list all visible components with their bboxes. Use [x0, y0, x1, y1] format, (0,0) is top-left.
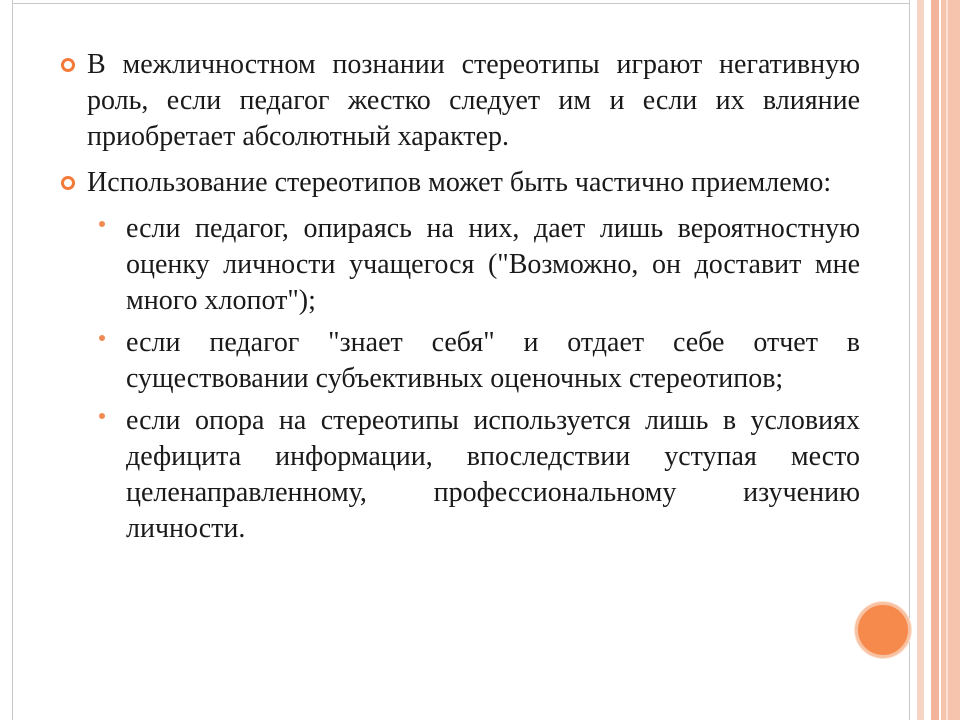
bullet-item-2-text: Использование стереотипов может быть частично приемлемо: — [87, 167, 832, 198]
ring-bullet-icon — [61, 176, 75, 190]
ring-bullet-icon — [61, 58, 75, 72]
bullet-item-2 — [60, 165, 860, 201]
slide-body — [60, 47, 860, 553]
decor-circle-icon — [855, 602, 911, 658]
slide-frame-top-line — [12, 3, 910, 4]
dot-bullet-icon — [99, 221, 105, 227]
decor-stripe-2 — [931, 0, 939, 720]
bullet-item-1 — [60, 47, 860, 155]
decor-stripe-1 — [917, 0, 924, 720]
sub-bullet-item-2-text: если педагог "знает себя" и отдает себе отчет в существовании субъективных оценочных стереотипов; — [126, 327, 860, 394]
sub-bullet-item-1-text: если педагог, опираясь на них, дает лишь вероятностную оценку личности учащегося ("Возможно, он доставит мне много хлопот"); — [126, 213, 860, 316]
dot-bullet-icon — [99, 413, 105, 419]
sub-bullet-item-1 — [98, 211, 860, 319]
sub-bullet-item-3 — [98, 403, 860, 547]
dot-bullet-icon — [99, 335, 105, 341]
bullet-item-1-text: В межличностном познании стереотипы играют негативную роль, если педагог жестко следует им и если их влияние приобретает абсолютный характер. — [87, 49, 860, 152]
sub-bullet-item-2 — [98, 325, 860, 397]
decor-stripe-3 — [941, 0, 960, 720]
sub-bullet-item-3-text: если опора на стереотипы используется лишь в условиях дефицита информации, впоследствии уступая место целенаправленному, профессиональному изучению личности. — [126, 405, 860, 544]
